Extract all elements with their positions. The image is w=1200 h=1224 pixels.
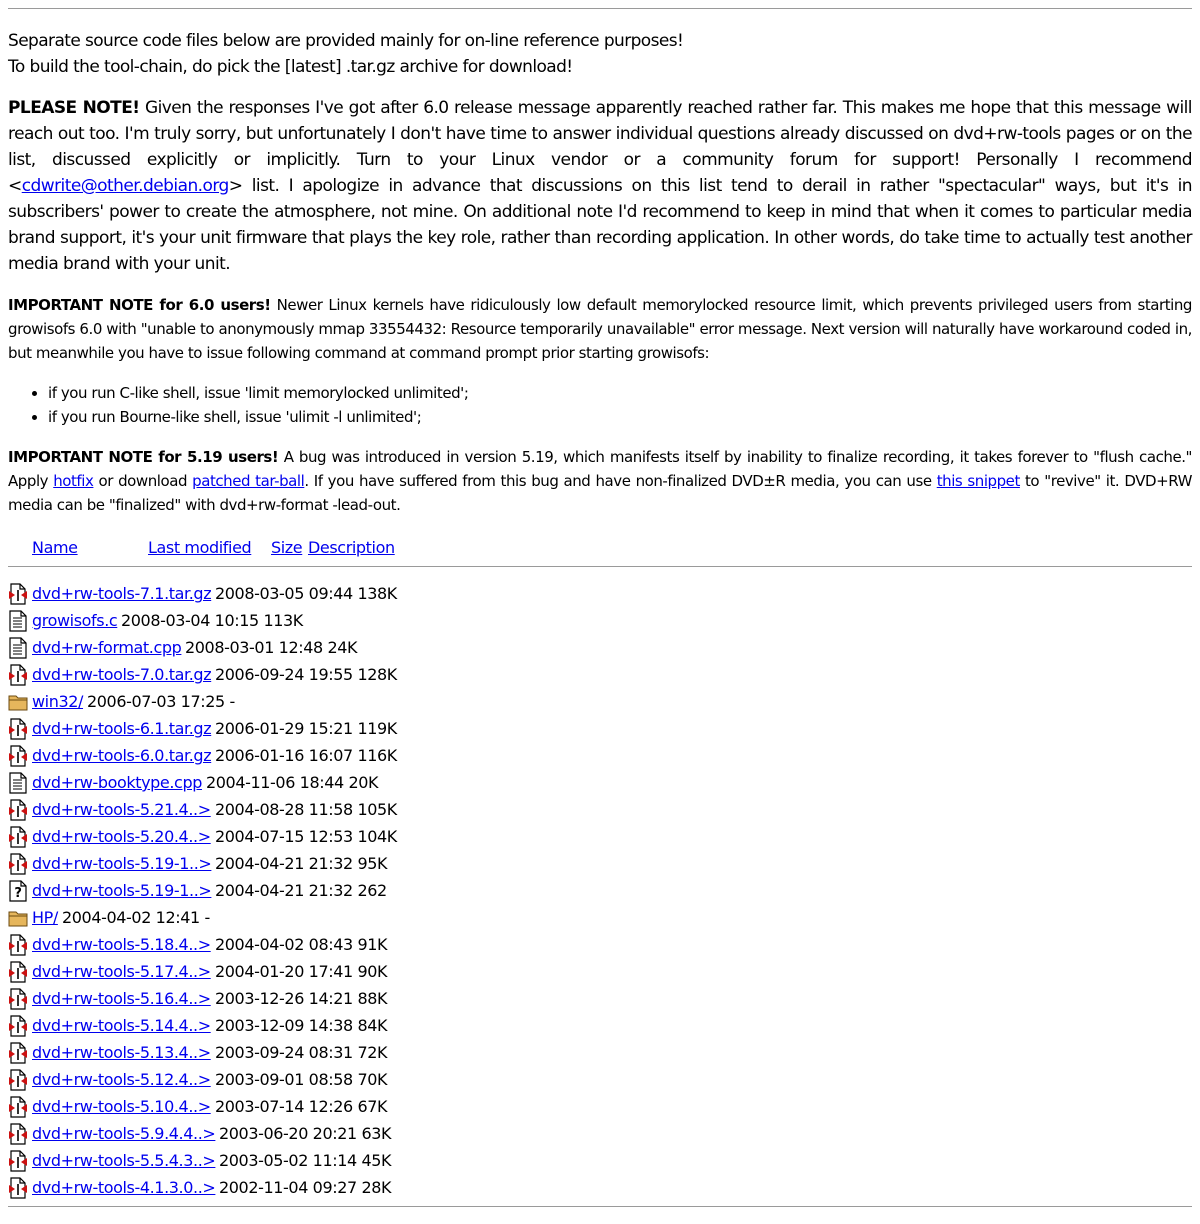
file-meta [215, 796, 397, 823]
compressed-icon [8, 583, 28, 605]
modified-date: 2003-09-24 08:31 [215, 1043, 353, 1062]
file-meta [215, 985, 387, 1012]
modified-date: 2004-08-28 11:58 [215, 800, 353, 819]
text-file-icon [8, 772, 28, 794]
shell-command-list [8, 381, 468, 429]
modified-date: 2004-04-02 12:41 [62, 908, 200, 927]
please-note-label: PLEASE NOTE! [8, 98, 140, 118]
file-link[interactable]: dvd+rw-tools-5.16.4..> [32, 989, 211, 1008]
compressed-icon [8, 988, 28, 1010]
file-size: 45K [361, 1151, 392, 1170]
file-link[interactable]: dvd+rw-tools-5.13.4..> [32, 1043, 211, 1062]
file-size: 116K [357, 746, 397, 765]
file-meta [215, 742, 397, 769]
note-60-text: Newer Linux kernels have ridiculously low default memorylocked resource limit, which prevents privileged users from starting growisofs 6.0 with "unable to anonymously mmap 33554432: Resource temporarily unavailable" error message. Next version will naturally have workaround coded in, but meanwhile you have to issue following command at command prompt prior starting growisofs: [8, 296, 1192, 362]
sort-by-size-link[interactable]: Size [271, 538, 303, 557]
file-link[interactable]: dvd+rw-tools-5.21.4..> [32, 800, 211, 819]
modified-date: 2003-05-02 11:14 [219, 1151, 357, 1170]
file-link[interactable]: win32/ [32, 692, 84, 711]
svg-text:?: ? [14, 886, 22, 901]
file-size: 119K [357, 719, 397, 738]
modified-date: 2002-11-04 09:27 [219, 1178, 357, 1197]
modified-date: 2003-09-01 08:58 [215, 1070, 353, 1089]
file-size: 262 [357, 881, 387, 900]
file-size: 113K [263, 611, 303, 630]
compressed-icon [8, 1150, 28, 1172]
compressed-icon [8, 934, 28, 956]
list-item: • if you run Bourne-like shell, issue 'ulimit -l unlimited'; [48, 405, 468, 429]
file-link[interactable]: dvd+rw-tools-5.20.4..> [32, 827, 211, 846]
file-size: 70K [357, 1070, 388, 1089]
sort-by-name-link[interactable]: Name [32, 538, 78, 557]
file-link[interactable]: dvd+rw-format.cpp [32, 638, 182, 657]
modified-date: 2004-04-21 21:32 [215, 854, 353, 873]
file-meta [215, 850, 387, 877]
file-link[interactable]: dvd+rw-tools-6.1.tar.gz [32, 719, 212, 738]
note-519-text-c: . If you have suffered from this bug and have non-finalized DVD±R media, you can use [304, 472, 937, 490]
modified-date: 2004-04-02 08:43 [215, 935, 353, 954]
file-link[interactable]: dvd+rw-tools-5.18.4..> [32, 935, 211, 954]
note-519-text-d: to "revive" it. DVD+RW media can be "finalized" with dvd+rw-format -lead-out. [8, 472, 1192, 514]
please-note-text-b: > list. I apologize in advance that discussions on this list tend to derail in rather "spectacular" ways, but it's in subscribers' power to create the atmosphere, not mine. On additional note I'd recommend to keep in mind that when it comes to particular media brand support, it's your unit firmware that plays the key role, rather than recording application. In other words, do take time to actually test another media brand with your unit. [8, 176, 1192, 274]
file-size: 104K [357, 827, 397, 846]
file-meta [215, 715, 397, 742]
file-link[interactable]: dvd+rw-tools-5.9.4.4..> [32, 1124, 216, 1143]
compressed-icon [8, 799, 28, 821]
compressed-icon [8, 853, 28, 875]
compressed-icon [8, 961, 28, 983]
patched-tarball-link[interactable]: patched tar-ball [192, 472, 305, 490]
file-size: 105K [357, 800, 397, 819]
compressed-icon [8, 1015, 28, 1037]
file-meta [215, 661, 397, 688]
file-meta [219, 1174, 391, 1201]
compressed-icon [8, 1177, 28, 1199]
file-meta [215, 1066, 387, 1093]
compressed-icon [8, 1069, 28, 1091]
file-size: 84K [357, 1016, 388, 1035]
file-link[interactable]: dvd+rw-booktype.cpp [32, 773, 202, 792]
file-meta [215, 877, 387, 904]
modified-date: 2008-03-05 09:44 [215, 584, 353, 603]
modified-date: 2006-07-03 17:25 [87, 692, 225, 711]
text-file-icon [8, 637, 28, 659]
folder-icon [8, 691, 28, 713]
snippet-link[interactable]: this snippet [936, 472, 1020, 490]
file-link[interactable]: dvd+rw-tools-5.14.4..> [32, 1016, 211, 1035]
text-file-icon [8, 610, 28, 632]
file-meta [206, 769, 378, 796]
file-size: - [229, 692, 235, 711]
modified-date: 2004-04-21 21:32 [215, 881, 353, 900]
modified-date: 2004-07-15 12:53 [215, 827, 353, 846]
please-note-text-a: Given the responses I've got after 6.0 release message apparently reached rather far. This makes me hope that this message will reach out too. I'm truly sorry, but unfortunately I don't have time to answer individual questions already discussed on dvd+rw-tools pages or on the list, discussed explicitly or implicitly. Turn to your Linux vendor or a community forum for support! Personally I recommend < [8, 98, 1192, 196]
file-link[interactable]: dvd+rw-tools-6.0.tar.gz [32, 746, 212, 765]
file-meta [215, 1039, 387, 1066]
compressed-icon [8, 664, 28, 686]
file-size: 88K [357, 989, 388, 1008]
compressed-icon [8, 718, 28, 740]
file-size: 91K [357, 935, 388, 954]
file-size: 128K [357, 665, 397, 684]
file-meta [219, 1147, 391, 1174]
file-meta [215, 1012, 387, 1039]
modified-date: 2003-06-20 20:21 [219, 1124, 357, 1143]
sort-by-modified-link[interactable]: Last modified [148, 538, 252, 557]
compressed-icon [8, 745, 28, 767]
file-size: - [204, 908, 210, 927]
file-size: 138K [357, 584, 397, 603]
file-size: 63K [361, 1124, 392, 1143]
file-size: 20K [348, 773, 379, 792]
sort-by-description-link[interactable]: Description [308, 538, 395, 557]
modified-date: 2006-09-24 19:55 [215, 665, 353, 684]
file-link[interactable]: dvd+rw-tools-7.1.tar.gz [32, 584, 212, 603]
modified-date: 2008-03-01 12:48 [185, 638, 323, 657]
file-meta [215, 580, 397, 607]
file-link[interactable]: dvd+rw-tools-4.1.3.0..> [32, 1178, 216, 1197]
file-meta [121, 607, 303, 634]
file-meta [215, 931, 387, 958]
file-meta [215, 823, 397, 850]
file-link[interactable]: dvd+rw-tools-5.19-1..> [32, 854, 212, 873]
modified-date: 2003-12-26 14:21 [215, 989, 353, 1008]
note-60-label: IMPORTANT NOTE for 6.0 users! [8, 296, 271, 314]
file-meta [185, 634, 357, 661]
please-note-paragraph [8, 95, 1192, 277]
modified-date: 2008-03-04 10:15 [121, 611, 259, 630]
file-size: 67K [357, 1097, 388, 1116]
compressed-icon [8, 1096, 28, 1118]
note-60-paragraph [8, 293, 1192, 365]
file-size: 95K [357, 854, 388, 873]
folder-icon [8, 907, 28, 929]
list-item: • if you run C-like shell, issue 'limit memorylocked unlimited'; [48, 381, 468, 405]
unknown-file-icon [8, 880, 28, 902]
note-519-label: IMPORTANT NOTE for 5.19 users! [8, 448, 279, 466]
note-519-paragraph [8, 445, 1192, 517]
file-size: 28K [361, 1178, 392, 1197]
file-size: 24K [327, 638, 358, 657]
modified-date: 2004-01-20 17:41 [215, 962, 353, 981]
modified-date: 2003-07-14 12:26 [215, 1097, 353, 1116]
file-link[interactable]: dvd+rw-tools-5.19-1..> [32, 881, 212, 900]
bottom-rule [8, 1206, 1192, 1207]
compressed-icon [8, 826, 28, 848]
file-meta [215, 958, 387, 985]
file-link[interactable]: dvd+rw-tools-5.12.4..> [32, 1070, 211, 1089]
modified-date: 2003-12-09 14:38 [215, 1016, 353, 1035]
file-meta [87, 688, 235, 715]
file-link[interactable]: dvd+rw-tools-5.5.4.3..> [32, 1151, 216, 1170]
intro-line-2: To build the tool-chain, do pick the [latest] .tar.gz archive for download! [8, 57, 573, 77]
file-meta [219, 1120, 391, 1147]
file-size: 72K [357, 1043, 388, 1062]
file-meta [215, 1093, 387, 1120]
file-size: 90K [357, 962, 388, 981]
file-meta [62, 904, 210, 931]
modified-date: 2004-11-06 18:44 [206, 773, 344, 792]
file-link[interactable]: growisofs.c [32, 611, 118, 630]
modified-date: 2006-01-16 16:07 [215, 746, 353, 765]
mailing-list-link[interactable]: cdwrite@other.debian.org [21, 176, 229, 196]
file-link[interactable]: HP/ [32, 908, 58, 927]
header-rule [8, 566, 1192, 567]
note-519-text-a: A bug was introduced in version 5.19, which manifests itself by inability to finalize recording, it takes forever to "flush cache." Apply [8, 448, 1193, 490]
intro-text [8, 28, 1192, 80]
intro-line-1: Separate source code files below are provided mainly for on-line reference purposes! [8, 31, 684, 51]
note-519-text-b: or download [93, 472, 193, 490]
hotfix-link[interactable]: hotfix [53, 472, 94, 490]
top-rule [8, 8, 1192, 9]
compressed-icon [8, 1042, 28, 1064]
file-link[interactable]: dvd+rw-tools-5.10.4..> [32, 1097, 211, 1116]
compressed-icon [8, 1123, 28, 1145]
file-link[interactable]: dvd+rw-tools-7.0.tar.gz [32, 665, 212, 684]
modified-date: 2006-01-29 15:21 [215, 719, 353, 738]
file-link[interactable]: dvd+rw-tools-5.17.4..> [32, 962, 211, 981]
